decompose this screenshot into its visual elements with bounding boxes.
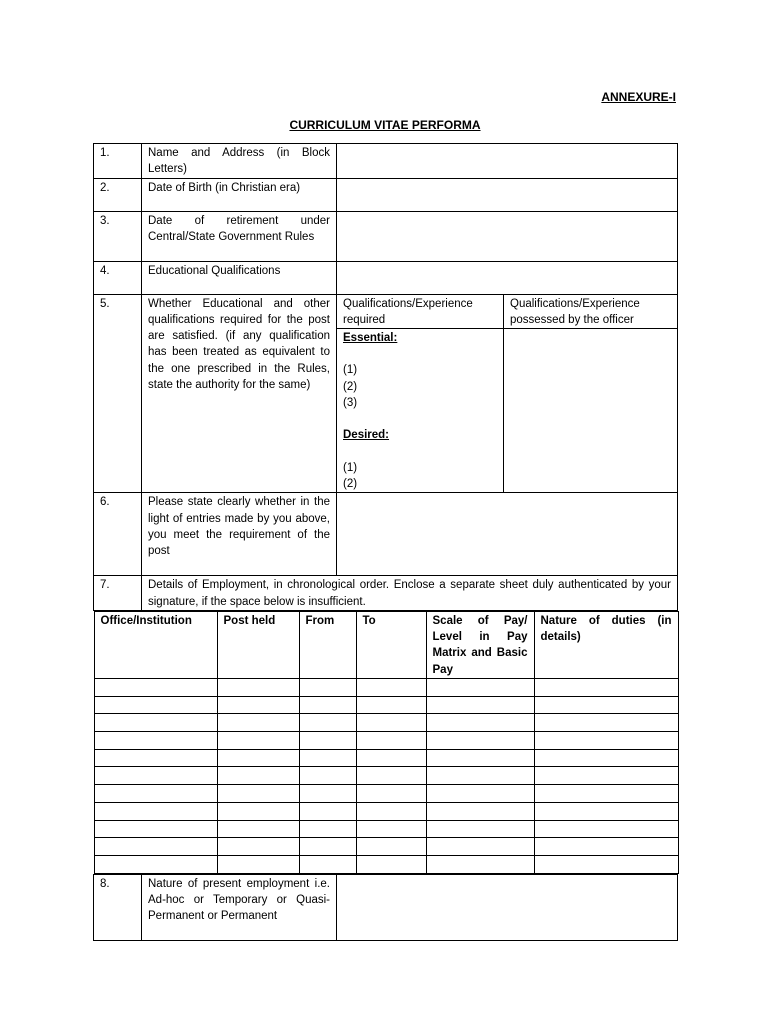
row-number: 1.: [94, 144, 142, 179]
qualifications-possessed-field[interactable]: [504, 329, 678, 493]
employment-row: [94, 855, 678, 873]
essential-item: (2): [343, 380, 358, 393]
employment-row: [94, 696, 678, 714]
employment-row: [94, 820, 678, 838]
essential-label: Essential:: [343, 332, 398, 345]
annexure-label: ANNEXURE-I: [601, 90, 676, 104]
retirement-date-field[interactable]: [337, 211, 678, 261]
employment-row: [94, 679, 678, 697]
qualifications-required-header: Qualifications/Experience required: [337, 294, 504, 329]
form-row-4: [94, 261, 678, 294]
form-row-2: [94, 178, 678, 211]
essential-item: (3): [343, 397, 358, 410]
col-header-post: Post held: [217, 611, 299, 678]
row-label: Name and Address (in Block Letters): [142, 144, 337, 179]
row-label: Date of retirement under Central/State Government Rules: [142, 211, 337, 261]
employment-row: [94, 714, 678, 732]
employment-row: [94, 749, 678, 767]
name-address-field[interactable]: [337, 144, 678, 179]
form-row-1: [94, 144, 678, 179]
col-header-from: From: [299, 611, 356, 678]
desired-label: Desired:: [343, 429, 390, 442]
row-label: Whether Educational and other qualifications required for the post are satisfied. (if any qualification has been treated as equivalent to the one prescribed in the Rules, state the authority for the same): [142, 294, 337, 493]
row-label: Educational Qualifications: [142, 261, 337, 294]
row-number: 2.: [94, 178, 142, 211]
row-label: Details of Employment, in chronological order. Enclose a separate sheet duly authenticated by your signature, if the space below is insufficient.: [142, 576, 678, 611]
employment-row: [94, 802, 678, 820]
employment-row: [94, 838, 678, 856]
desired-item: (2): [343, 477, 358, 490]
desired-item: (1): [343, 461, 358, 474]
cv-form-table: [93, 143, 678, 941]
col-header-scale-of-pay: Scale of Pay/ Level in Pay Matrix and Basic Pay: [426, 611, 534, 678]
employment-rows: [94, 679, 678, 874]
meets-requirement-field[interactable]: [337, 493, 678, 576]
employment-table: [94, 611, 679, 874]
row-number: 6.: [94, 493, 142, 576]
date-of-birth-field[interactable]: [337, 178, 678, 211]
row-number: 4.: [94, 261, 142, 294]
row-number: 5.: [94, 294, 142, 493]
essential-item: (1): [343, 364, 358, 377]
employment-section: [94, 610, 678, 874]
row-label: Nature of present employment i.e. Ad-hoc or Temporary or Quasi-Permanent or Permanent: [142, 874, 337, 940]
qualifications-required-list: [337, 329, 504, 493]
row-number: 8.: [94, 874, 142, 940]
row-label: Date of Birth (in Christian era): [142, 178, 337, 211]
employment-header-row: [94, 611, 678, 678]
row-label: Please state clearly whether in the light of entries made by you above, you meet the requirement of the post: [142, 493, 337, 576]
form-row-3: [94, 211, 678, 261]
row-number: 3.: [94, 211, 142, 261]
row-number: 7.: [94, 576, 142, 611]
col-header-nature-of-duties: Nature of duties (in details): [534, 611, 678, 678]
employment-row: [94, 785, 678, 803]
col-header-office: Office/Institution: [94, 611, 217, 678]
col-header-to: To: [356, 611, 426, 678]
form-row-6: [94, 493, 678, 576]
page-title: CURRICULUM VITAE PERFORMA: [289, 118, 481, 132]
employment-row: [94, 767, 678, 785]
educational-qualifications-field[interactable]: [337, 261, 678, 294]
present-employment-nature-field[interactable]: [337, 874, 678, 940]
form-row-8: [94, 874, 678, 940]
employment-row: [94, 732, 678, 750]
form-row-5: [94, 294, 678, 329]
form-row-7: [94, 576, 678, 611]
qualifications-possessed-header: Qualifications/Experience possessed by the officer: [504, 294, 678, 329]
